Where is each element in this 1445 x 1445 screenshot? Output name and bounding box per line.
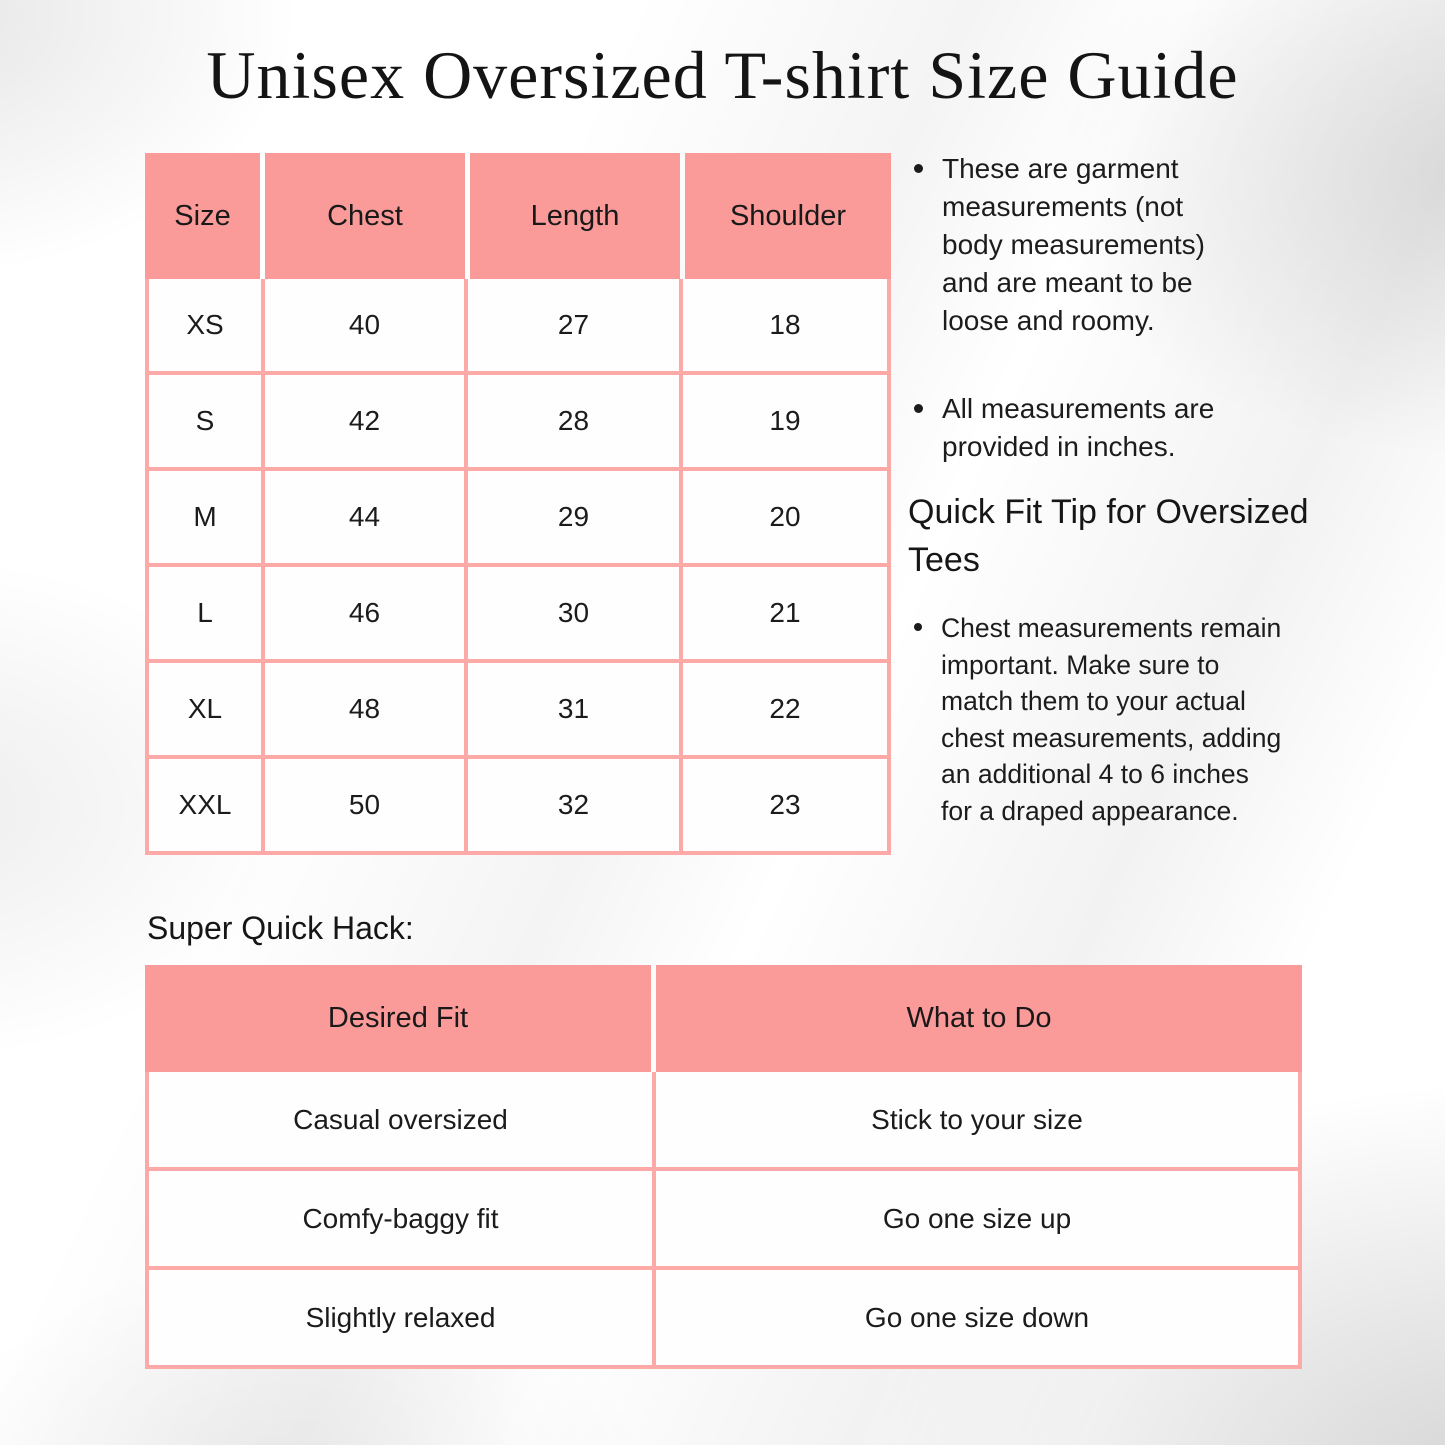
size-table-cell: 27 bbox=[468, 279, 679, 371]
tip-text: Chest measurements remain important. Make sure to match them to your actual chest measurements, adding an additional 4 to 6 inches for a draped appearance. bbox=[941, 613, 1282, 826]
size-table-cell: XS bbox=[149, 279, 261, 371]
hack-table-header-row bbox=[145, 965, 1302, 1072]
size-table-cell: 46 bbox=[265, 567, 464, 659]
size-table-cell: 44 bbox=[265, 471, 464, 563]
note-text: All measurements are provided in inches. bbox=[942, 393, 1215, 462]
hack-table-header-cell: Desired Fit bbox=[145, 965, 651, 1072]
size-table-cell: 48 bbox=[265, 663, 464, 755]
size-table-cell: XXL bbox=[149, 759, 261, 851]
size-table-header-cell: Shoulder bbox=[685, 153, 891, 279]
size-table-cell: 29 bbox=[468, 471, 679, 563]
hack-table bbox=[145, 965, 1302, 1369]
size-table-cell: 20 bbox=[683, 471, 887, 563]
size-table-cell: 28 bbox=[468, 375, 679, 467]
hack-table-grid bbox=[149, 1072, 1298, 1365]
size-table-cell: 42 bbox=[265, 375, 464, 467]
note-text: These are garment measurements (not body measurements) and are meant to be loose and roomy. bbox=[942, 153, 1206, 336]
size-table-body bbox=[145, 279, 891, 855]
size-table-cell: 40 bbox=[265, 279, 464, 371]
size-table-header-row bbox=[145, 153, 891, 279]
size-table-cell: 31 bbox=[468, 663, 679, 755]
bullet-dot bbox=[914, 623, 922, 631]
tip-list bbox=[908, 610, 1284, 829]
size-table-cell: 22 bbox=[683, 663, 887, 755]
hack-table-header-cell: What to Do bbox=[656, 965, 1302, 1072]
size-table-cell: 50 bbox=[265, 759, 464, 851]
hack-heading: Super Quick Hack: bbox=[147, 910, 414, 946]
hack-table-cell: Casual oversized bbox=[149, 1072, 652, 1167]
size-table-cell: XL bbox=[149, 663, 261, 755]
hack-table-cell: Comfy-baggy fit bbox=[149, 1171, 652, 1266]
note-item bbox=[908, 390, 1242, 466]
size-table-cell: 19 bbox=[683, 375, 887, 467]
bullet-dot bbox=[914, 164, 923, 173]
tip-heading: Quick Fit Tip for Oversized Tees bbox=[908, 493, 1309, 579]
hack-table-cell: Go one size down bbox=[656, 1270, 1298, 1365]
size-table-cell: 32 bbox=[468, 759, 679, 851]
size-table-cell: S bbox=[149, 375, 261, 467]
bullet-dot bbox=[914, 404, 923, 413]
size-table-header-cell: Length bbox=[470, 153, 680, 279]
hack-table-cell: Go one size up bbox=[656, 1171, 1298, 1266]
size-table-header-cell: Size bbox=[145, 153, 260, 279]
size-table-grid bbox=[149, 279, 887, 851]
hack-table-body bbox=[145, 1072, 1302, 1369]
note-item bbox=[908, 150, 1242, 340]
size-table-cell: 21 bbox=[683, 567, 887, 659]
hack-table-cell: Stick to your size bbox=[656, 1072, 1298, 1167]
page-title: Unisex Oversized T-shirt Size Guide bbox=[206, 37, 1239, 113]
size-table-cell: M bbox=[149, 471, 261, 563]
size-table-cell: 30 bbox=[468, 567, 679, 659]
size-table bbox=[145, 153, 891, 855]
fit-notes-panel bbox=[908, 150, 1310, 829]
size-table-cell: 23 bbox=[683, 759, 887, 851]
size-table-cell: 18 bbox=[683, 279, 887, 371]
size-table-header-cell: Chest bbox=[265, 153, 465, 279]
hack-table-cell: Slightly relaxed bbox=[149, 1270, 652, 1365]
tip-item bbox=[908, 610, 1284, 829]
notes-list bbox=[908, 150, 1242, 466]
size-table-cell: L bbox=[149, 567, 261, 659]
